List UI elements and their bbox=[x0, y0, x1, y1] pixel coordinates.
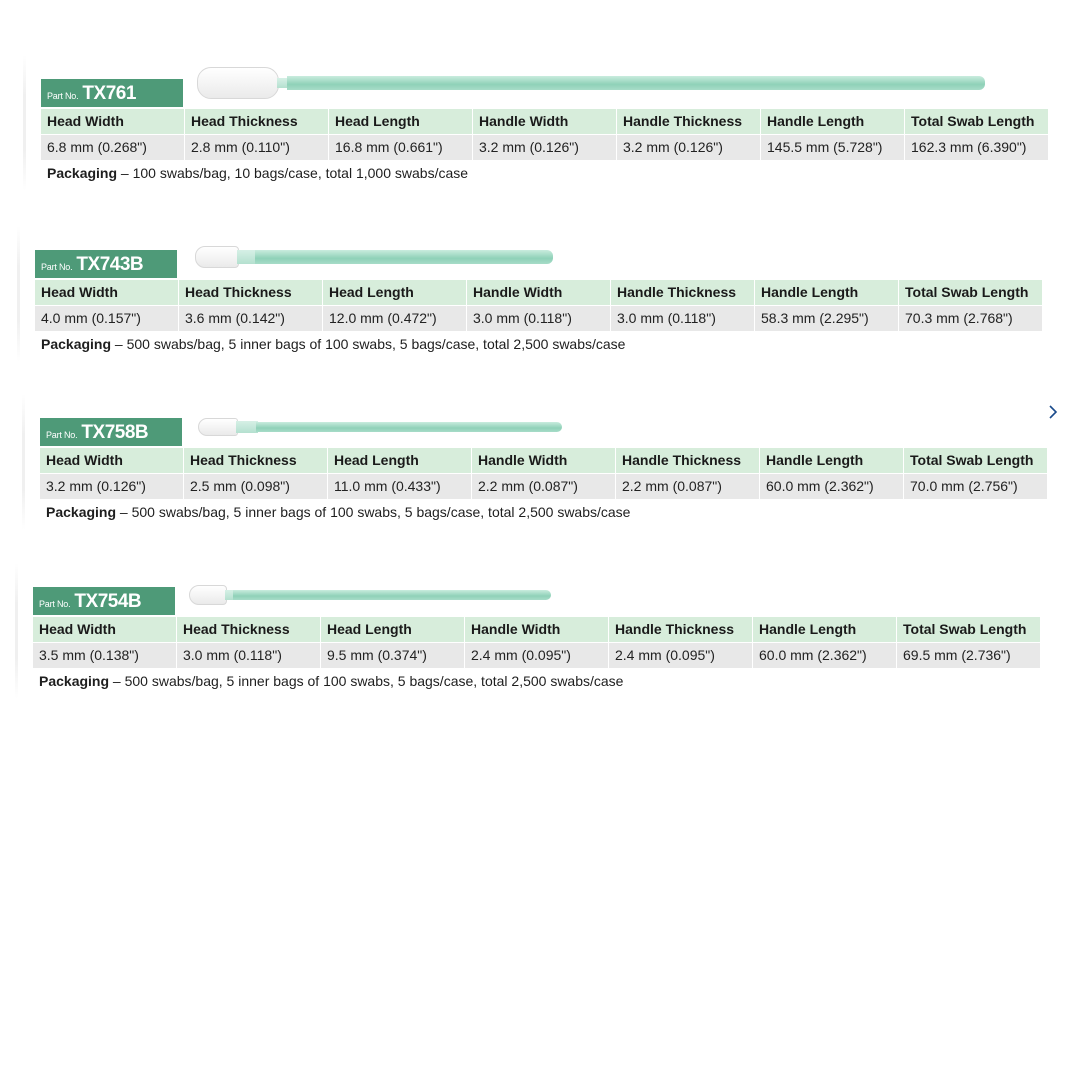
value-head-length: 16.8 mm (0.661") bbox=[329, 135, 472, 160]
product-tx743b bbox=[17, 226, 1053, 362]
block-edge bbox=[22, 394, 25, 530]
header-head-length: Head Length bbox=[328, 448, 471, 473]
value-handle-width: 3.0 mm (0.118") bbox=[467, 306, 610, 331]
header-handle-width: Handle Width bbox=[472, 448, 615, 473]
block-edge bbox=[17, 226, 20, 362]
product-tx761 bbox=[23, 55, 1053, 191]
value-total-swab-length: 70.0 mm (2.756") bbox=[904, 474, 1047, 499]
header-handle-length: Handle Length bbox=[755, 280, 898, 305]
header-head-length: Head Length bbox=[323, 280, 466, 305]
swab-image bbox=[195, 244, 555, 270]
value-handle-length: 145.5 mm (5.728") bbox=[761, 135, 904, 160]
swab-handle bbox=[287, 76, 985, 90]
swab-image bbox=[198, 416, 564, 438]
value-head-width: 4.0 mm (0.157") bbox=[35, 306, 178, 331]
block-edge bbox=[15, 563, 18, 699]
packaging-label: Packaging bbox=[39, 673, 110, 689]
header-head-length: Head Length bbox=[321, 617, 464, 642]
swab-image bbox=[197, 65, 987, 101]
value-total-swab-length: 69.5 mm (2.736") bbox=[897, 643, 1040, 668]
swab-head bbox=[195, 246, 239, 268]
value-head-length: 12.0 mm (0.472") bbox=[323, 306, 466, 331]
header-handle-width: Handle Width bbox=[465, 617, 608, 642]
part-prefix: Part No. bbox=[46, 430, 78, 440]
packaging-text: – 500 swabs/bag, 5 inner bags of 100 swabs, 5 bags/case, total 2,500 swabs/case bbox=[111, 336, 626, 352]
header-handle-length: Handle Length bbox=[761, 109, 904, 134]
spec-header-row bbox=[41, 109, 1048, 134]
value-handle-length: 58.3 mm (2.295") bbox=[755, 306, 898, 331]
header-handle-thickness: Handle Thickness bbox=[617, 109, 760, 134]
header-total-swab-length: Total Swab Length bbox=[905, 109, 1048, 134]
header-head-length: Head Length bbox=[329, 109, 472, 134]
value-handle-thickness: 2.2 mm (0.087") bbox=[616, 474, 759, 499]
packaging-info bbox=[39, 673, 623, 689]
header-head-thickness: Head Thickness bbox=[185, 109, 328, 134]
header-head-width: Head Width bbox=[40, 448, 183, 473]
spec-value-row bbox=[33, 643, 1040, 668]
value-handle-thickness: 3.2 mm (0.126") bbox=[617, 135, 760, 160]
value-handle-length: 60.0 mm (2.362") bbox=[753, 643, 896, 668]
spec-value-row bbox=[40, 474, 1047, 499]
value-head-length: 11.0 mm (0.433") bbox=[328, 474, 471, 499]
value-head-thickness: 3.0 mm (0.118") bbox=[177, 643, 320, 668]
value-handle-thickness: 2.4 mm (0.095") bbox=[609, 643, 752, 668]
packaging-label: Packaging bbox=[41, 336, 112, 352]
part-number-badge bbox=[35, 250, 177, 278]
header-head-width: Head Width bbox=[41, 109, 184, 134]
value-handle-thickness: 3.0 mm (0.118") bbox=[611, 306, 754, 331]
header-head-thickness: Head Thickness bbox=[184, 448, 327, 473]
header-head-thickness: Head Thickness bbox=[177, 617, 320, 642]
value-head-thickness: 3.6 mm (0.142") bbox=[179, 306, 322, 331]
part-number: TX754B bbox=[74, 591, 142, 612]
value-handle-width: 3.2 mm (0.126") bbox=[473, 135, 616, 160]
spec-header-row bbox=[40, 448, 1047, 473]
packaging-text: – 100 swabs/bag, 10 bags/case, total 1,000 swabs/case bbox=[117, 165, 469, 181]
header-handle-width: Handle Width bbox=[467, 280, 610, 305]
value-head-width: 6.8 mm (0.268") bbox=[41, 135, 184, 160]
packaging-info bbox=[47, 165, 468, 181]
product-tx758b bbox=[22, 394, 1053, 530]
swab-head bbox=[189, 585, 227, 605]
header-handle-thickness: Handle Thickness bbox=[611, 280, 754, 305]
header-head-thickness: Head Thickness bbox=[179, 280, 322, 305]
chevron-right-icon[interactable] bbox=[1046, 404, 1060, 420]
packaging-info bbox=[46, 504, 630, 520]
spec-header-row bbox=[35, 280, 1042, 305]
packaging-text: – 500 swabs/bag, 5 inner bags of 100 swabs, 5 bags/case, total 2,500 swabs/case bbox=[116, 504, 631, 520]
part-number: TX758B bbox=[81, 422, 149, 443]
spec-value-row bbox=[41, 135, 1048, 160]
value-head-length: 9.5 mm (0.374") bbox=[321, 643, 464, 668]
packaging-label: Packaging bbox=[46, 504, 117, 520]
spec-header-row bbox=[33, 617, 1040, 642]
value-handle-width: 2.2 mm (0.087") bbox=[472, 474, 615, 499]
part-prefix: Part No. bbox=[47, 91, 79, 101]
chevron-right-icon-svg bbox=[1046, 404, 1060, 420]
value-head-width: 3.5 mm (0.138") bbox=[33, 643, 176, 668]
swab-image bbox=[189, 583, 553, 607]
swab-handle bbox=[255, 250, 553, 264]
part-prefix: Part No. bbox=[39, 599, 71, 609]
value-total-swab-length: 162.3 mm (6.390") bbox=[905, 135, 1048, 160]
header-total-swab-length: Total Swab Length bbox=[904, 448, 1047, 473]
header-handle-width: Handle Width bbox=[473, 109, 616, 134]
part-number: TX743B bbox=[76, 254, 144, 275]
header-handle-length: Handle Length bbox=[753, 617, 896, 642]
packaging-info bbox=[41, 336, 625, 352]
packaging-label: Packaging bbox=[47, 165, 118, 181]
value-head-thickness: 2.5 mm (0.098") bbox=[184, 474, 327, 499]
part-number-badge bbox=[41, 79, 183, 107]
spec-value-row bbox=[35, 306, 1042, 331]
header-handle-thickness: Handle Thickness bbox=[609, 617, 752, 642]
header-handle-thickness: Handle Thickness bbox=[616, 448, 759, 473]
swab-neck bbox=[236, 421, 258, 433]
value-head-thickness: 2.8 mm (0.110") bbox=[185, 135, 328, 160]
packaging-text: – 500 swabs/bag, 5 inner bags of 100 swabs, 5 bags/case, total 2,500 swabs/case bbox=[109, 673, 624, 689]
swab-handle bbox=[256, 422, 562, 432]
header-total-swab-length: Total Swab Length bbox=[897, 617, 1040, 642]
swab-head bbox=[197, 67, 279, 99]
part-prefix: Part No. bbox=[41, 262, 73, 272]
swab-head bbox=[198, 418, 238, 436]
header-head-width: Head Width bbox=[33, 617, 176, 642]
header-head-width: Head Width bbox=[35, 280, 178, 305]
part-number: TX761 bbox=[82, 83, 136, 104]
swab-handle bbox=[233, 590, 551, 600]
part-number-badge bbox=[33, 587, 175, 615]
value-handle-length: 60.0 mm (2.362") bbox=[760, 474, 903, 499]
value-handle-width: 2.4 mm (0.095") bbox=[465, 643, 608, 668]
part-number-badge bbox=[40, 418, 182, 446]
header-total-swab-length: Total Swab Length bbox=[899, 280, 1042, 305]
block-edge bbox=[23, 55, 26, 191]
product-tx754b bbox=[15, 563, 1051, 699]
header-handle-length: Handle Length bbox=[760, 448, 903, 473]
value-head-width: 3.2 mm (0.126") bbox=[40, 474, 183, 499]
value-total-swab-length: 70.3 mm (2.768") bbox=[899, 306, 1042, 331]
swab-neck bbox=[237, 250, 257, 264]
